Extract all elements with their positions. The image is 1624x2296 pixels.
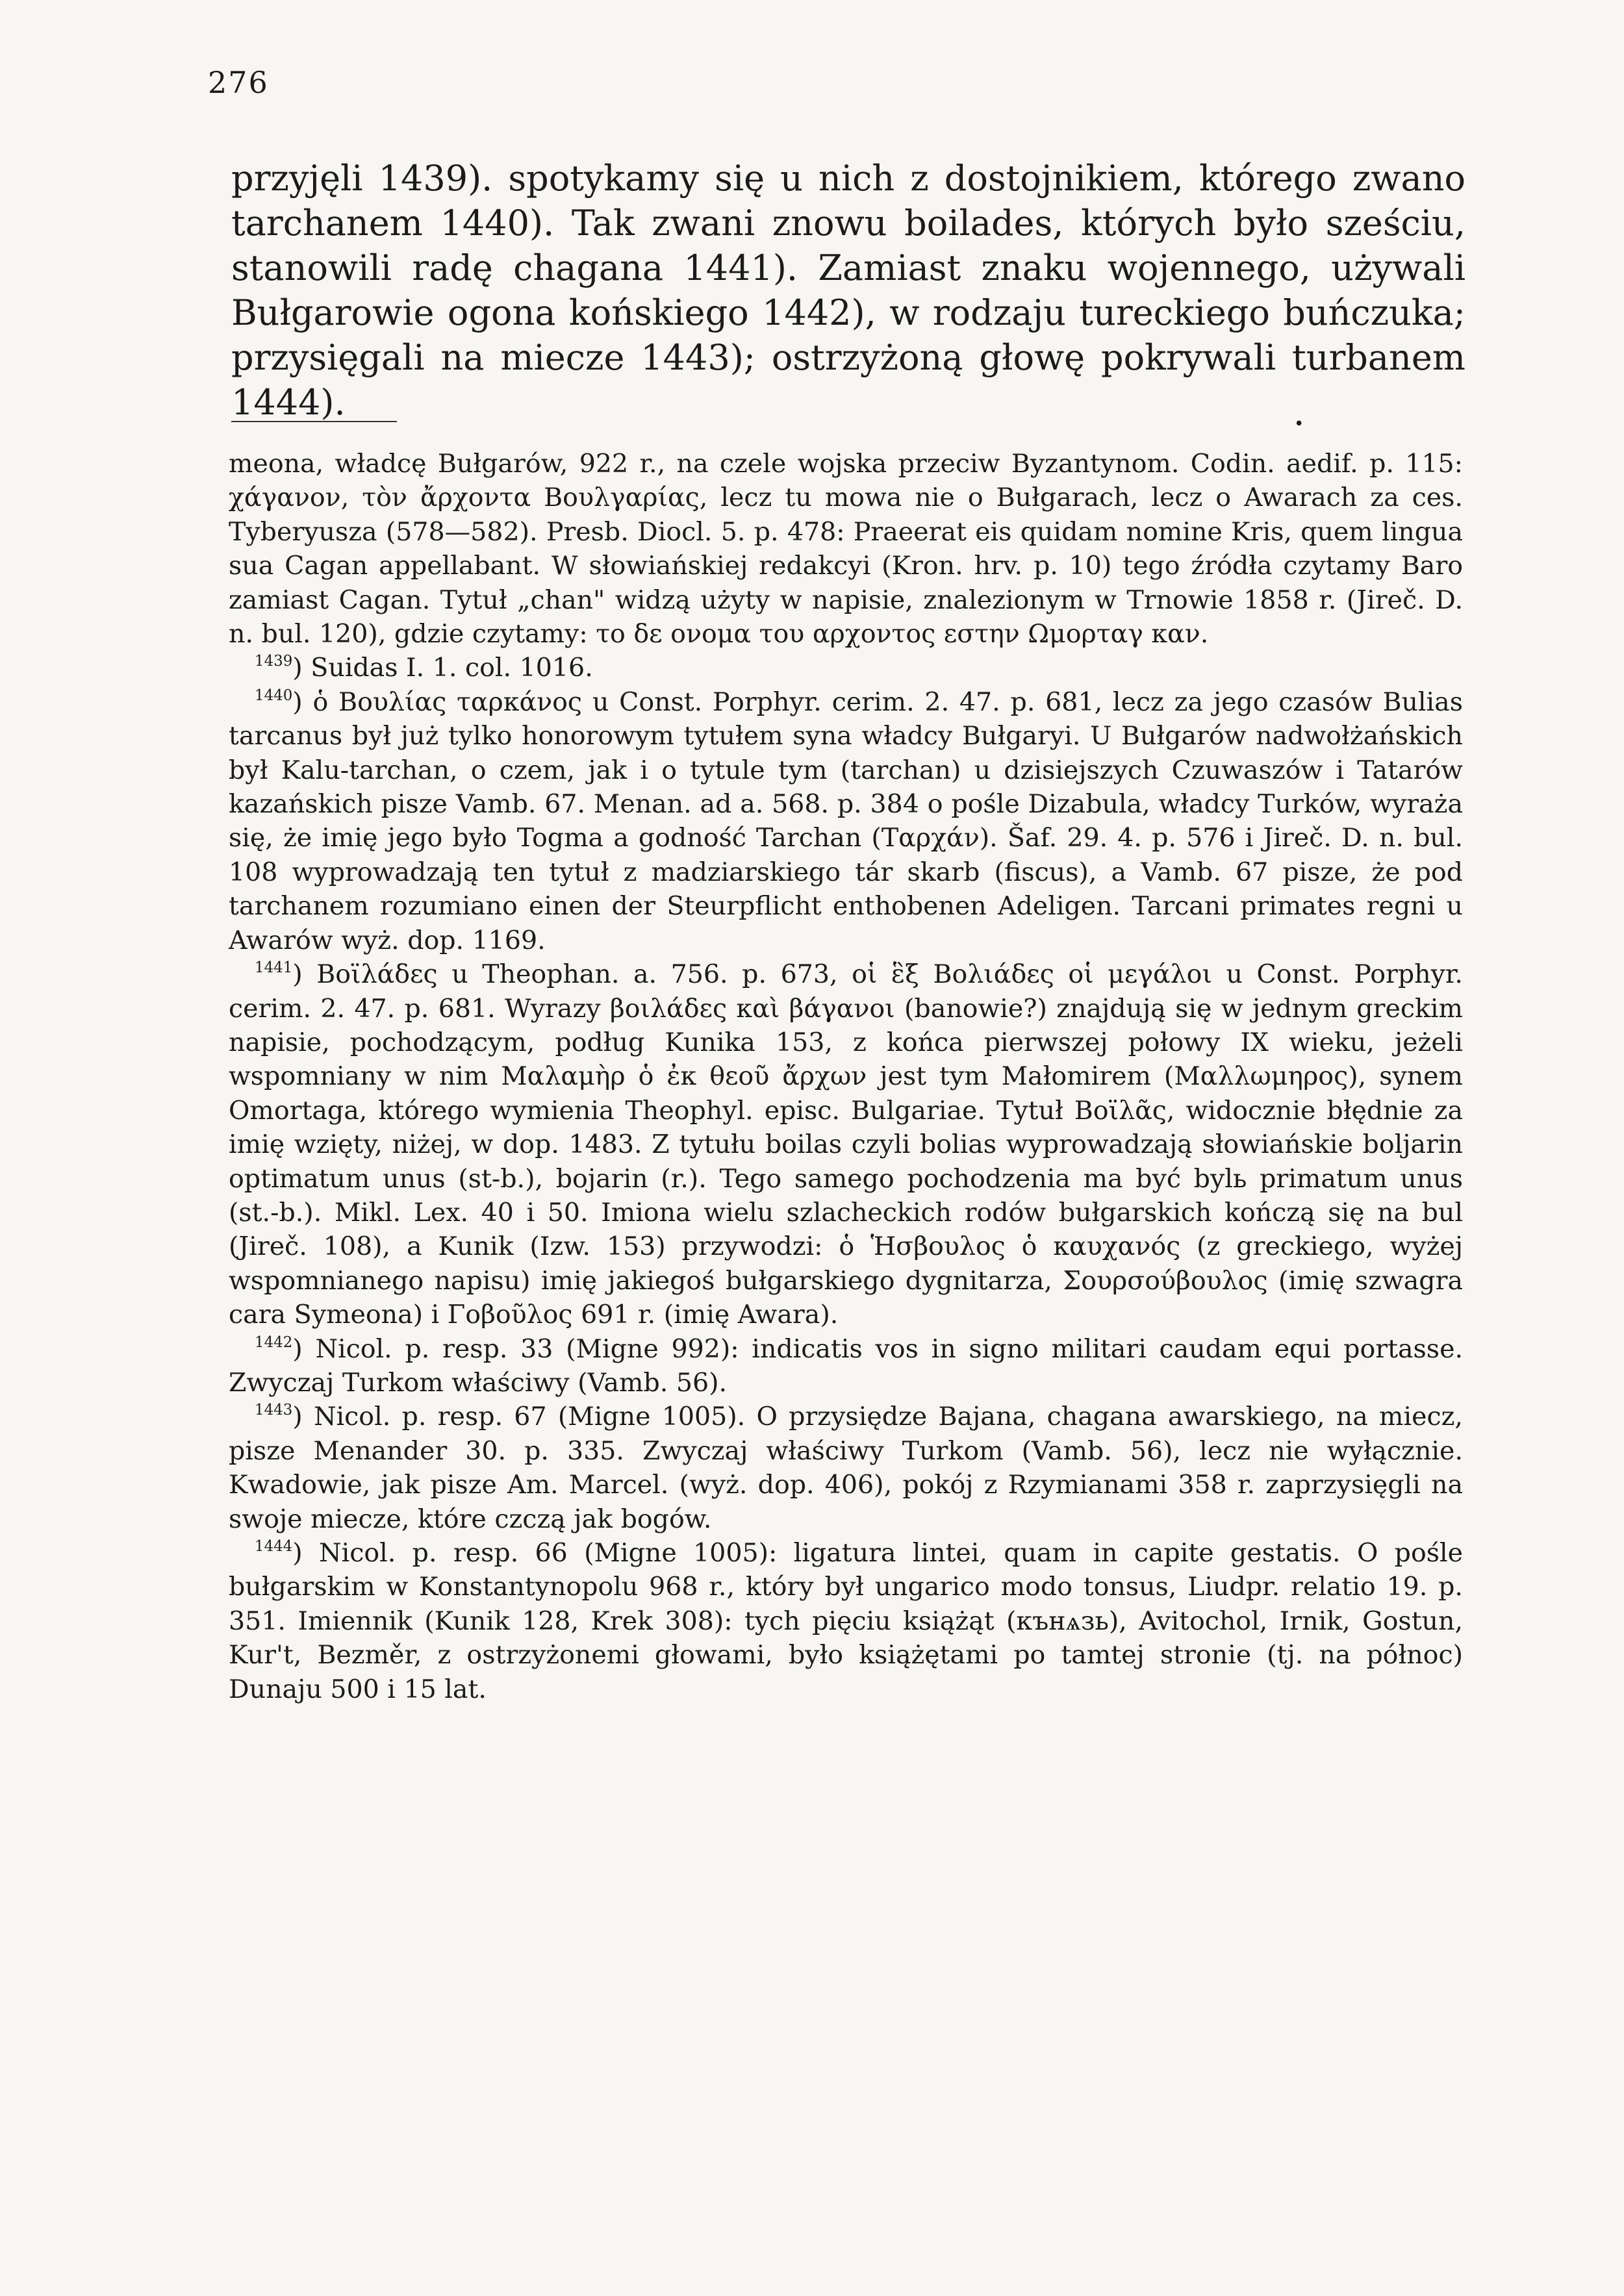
footnote-1439: $^{1439}$) Suidas I. 1. col. 1016. <box>255 653 593 683</box>
footnote-1441: $^{1441}$) Βοϊλάδες u Theophan. a. 756. p. 673, οἱ ἓξ Βολιάδες οἱ μεγάλοι u Const. Porphyr. cerim. 2. 47. p. 681. Wyrazy βοιλάδες καὶ βάγανοι (banowie?) znajdują się w jednym greckim napisie, pochodzącym, podług Kunika 153, z końca pierwszej połowy IX wieku, jeżeli wspomniany w nim Μαλαμὴρ ὁ ἐκ θεοῦ ἄρχων jest tym Małomirem (Μαλλωμηρος), synem Omortaga, którego wymienia Theophyl. episc. Bulgariae. Tytuł Βοϊλᾶς, widocznie błędnie za imię wzięty, niżej, w dop. 1483. Z tytułu boilas czyli bolias wyprowadzają słowiańskie boljarin optimatum unus (st-b.), bojarin (r.). Tego samego pochodzenia ma być bylь primatum unus (st.-b.). Mikl. Lex. 40 i 50. Imiona wielu szlacheckich rodów bułgarskich kończą się na bul (Jireč. 108), a Kunik (Izw. 153) przywodzi: ὁ Ἡσβουλος ὁ καυχανός (z greckiego, wyżej wspomnianego napisu) imię jakiegoś bułgarskiego dygnitarza, Σουρσούβουλος (imię szwagra cara Symeona) i Γοβοῦλος 691 r. (imię Awara). <box>229 959 1463 1330</box>
footnote-1444: $^{1444}$) Nicol. p. resp. 66 (Migne 1005): ligatura lintei, quam in capite gestatis. O pośle bułgarskim w Konstantynopolu 968 r., który był ungarico modo tonsus, Liudpr. relatio 19. p. 351. Imiennik (Kunik 128, Krek 308): tych pięciu książąt (кънѧзь), Avitochol, Irnik, Gostun, Kur't, Bezměr, z ostrzyżonemi głowami, było książętami po tamtej stronie (tj. na północ) Dunaju 500 i 15 lat. <box>229 1537 1464 1704</box>
footnote-1443: $^{1443}$) Nicol. p. resp. 67 (Migne 1005). O przysiędze Bajana, chagana awarskiego, na miecz, pisze Menander 30. p. 335. Zwyczaj właściwy Turkom (Vamb. 56), lecz nie wyłącznie. Kwadowie, jak pisze Am. Marcel. (wyż. dop. 406), pokój z Rzymianami 358 r. zaprzysięgli na swoje miecze, które czczą jak bogów. <box>229 1402 1463 1534</box>
footnote-text: ὁ Βουλίας ταρκάνος u Const. Porphyr. cerim. 2. 47. p. 681, lecz za jego czasów Bulias tarcanus był już tylko honorowym tytułem syna władcy Bułgaryi. U Bułgarów nadwołżańskich był Kalu-tarchan, o czem, jak i o tytule tym (tarchan) u dzisiejszych Czuwaszów i Tatarów kazańskich pisze Vamb. 67. Menan. ad a. 568. p. 384 o pośle Dizabula, władcy Turków, wyraża się, że imię jego było Togma a godność Tarchan (Ταρχάν). Šaf. 29. 4. p. 576 i Jireč. D. n. bul. 108 wyprowadzają ten tytuł z madziarskiego tár skarb (fiscus), a Vamb. 67 pisze, że pod tarchanem rozumiano einen der Steurpflicht enthobenen Adeligen. Tarcani primates regni u Awarów wyż. dop. 1169. <box>229 687 1464 955</box>
footnote-text: Nicol. p. resp. 67 (Migne 1005). O przysiędze Bajana, chagana awarskiego, na miecz, pisze Menander 30. p. 335. Zwyczaj właściwy Turkom (Vamb. 56), lecz nie wyłącznie. Kwadowie, jak pisze Am. Marcel. (wyż. dop. 406), pokój z Rzymianami 358 r. zaprzysięgli na swoje miecze, które czczą jak bogów. <box>229 1402 1463 1534</box>
footnote-divider <box>231 421 397 422</box>
footnote-text: Nicol. p. resp. 66 (Migne 1005): ligatura lintei, quam in capite gestatis. O pośle bułgarskim w Konstantynopolu 968 r., który był ungarico modo tonsus, Liudpr. relatio 19. p. 351. Imiennik (Kunik 128, Krek 308): tych pięciu książąt (кънѧзь), Avitochol, Irnik, Gostun, Kur't, Bezměr, z ostrzyżonemi głowami, było książętami po tamtej stronie (tj. na północ) Dunaju 500 i 15 lat. <box>229 1538 1464 1704</box>
footnote-marker: 1439 <box>255 653 293 670</box>
footnote-marker: 1442 <box>255 1333 293 1351</box>
footnote-continuation: meona, władcę Bułgarów, 922 r., na czele wojska przeciw Byzantynom. Codin. aedif. p. 115: χάγανον, τὸν ἄρχοντα Βουλγαρίας, lecz tu mowa nie o Bułgarach, lecz o Awarach za ces. Tyberyusza (578—582). Presb. Diocl. 5. p. 478: Praeerat eis quidam nomine Kris, quem lingua sua Cagan appellabant. W słowiańskiej redakcyi (Kron. hrv. p. 10) tego źródła czytamy Baro zamiast Cagan. Tytuł „chan" widzą użyty w napisie, znalezionym w Trnowie 1858 r. (Jireč. D. n. bul. 120), gdzie czytamy: το δε ονομα του αρχοντος εστην Ωμορταγ καν. <box>229 449 1463 650</box>
page-number: 276 <box>208 65 269 100</box>
footnote-text: Suidas I. 1. col. 1016. <box>311 653 593 683</box>
footnote-marker: 1444 <box>255 1537 293 1555</box>
main-text: przyjęli 1439). spotykamy się u nich z dostojnikiem, którego zwano tarchanem 1440). Tak zwani znowu boilades, których było sześciu, stanowili radę chagana 1441). Zamiast znaku wojennego, używali Bułgarowie ogona końskiego 1442), w rodzaju tureckiego buńczuka; przysięgali na miecze 1443); ostrzyżoną głowę pokrywali turbanem 1444). <box>231 158 1465 423</box>
footnotes <box>229 447 1463 1706</box>
footnote-text: Βοϊλάδες u Theophan. a. 756. p. 673, οἱ ἓξ Βολιάδες οἱ μεγάλοι u Const. Porphyr. cerim. 2. 47. p. 681. Wyrazy βοιλάδες καὶ βάγανοι (banowie?) znajdują się w jednym greckim napisie, pochodzącym, podług Kunika 153, z końca pierwszej połowy IX wieku, jeżeli wspomniany w nim Μαλαμὴρ ὁ ἐκ θεοῦ ἄρχων jest tym Małomirem (Μαλλωμηρος), synem Omortaga, którego wymienia Theophyl. episc. Bulgariae. Tytuł Βοϊλᾶς, widocznie błędnie za imię wzięty, niżej, w dop. 1483. Z tytułu boilas czyli bolias wyprowadzają słowiańskie boljarin optimatum unus (st-b.), bojarin (r.). Tego samego pochodzenia ma być bylь primatum unus (st.-b.). Mikl. Lex. 40 i 50. Imiona wielu szlacheckich rodów bułgarskich kończą się na bul (Jireč. 108), a Kunik (Izw. 153) przywodzi: ὁ Ἡσβουλος ὁ καυχανός (z greckiego, wyżej wspomnianego napisu) imię jakiegoś bułgarskiego dygnitarza, Σουρσούβουλος (imię szwagra cara Symeona) i Γοβοῦλος 691 r. (imię Awara). <box>229 959 1463 1330</box>
footnote-marker: 1440 <box>255 687 293 704</box>
footnote-1442: $^{1442}$) Nicol. p. resp. 33 (Migne 992): indicatis vos in signo militari caudam equi portasse. Zwyczaj Turkom właściwy (Vamb. 56). <box>229 1333 1463 1398</box>
footnote-text: Nicol. p. resp. 33 (Migne 992): indicatis vos in signo militari caudam equi portasse. Zwyczaj Turkom właściwy (Vamb. 56). <box>229 1333 1463 1398</box>
footnote-marker: 1443 <box>255 1402 293 1419</box>
margin-dot: • <box>1294 414 1304 434</box>
footnote-1440: $^{1440}$) ὁ Βουλίας ταρκάνος u Const. Porphyr. cerim. 2. 47. p. 681, lecz za jego czasów Bulias tarcanus był już tylko honorowym tytułem syna władcy Bułgaryi. U Bułgarów nadwołżańskich był Kalu-tarchan, o czem, jak i o tytule tym (tarchan) u dzisiejszych Czuwaszów i Tatarów kazańskich pisze Vamb. 67. Menan. ad a. 568. p. 384 o pośle Dizabula, władcy Turków, wyraża się, że imię jego było Togma a godność Tarchan (Ταρχάν). Šaf. 29. 4. p. 576 i Jireč. D. n. bul. 108 wyprowadzają ten tytuł z madziarskiego tár skarb (fiscus), a Vamb. 67 pisze, że pod tarchanem rozumiano einen der Steurpflicht enthobenen Adeligen. Tarcani primates regni u Awarów wyż. dop. 1169. <box>229 687 1464 955</box>
footnote-marker: 1441 <box>255 959 293 977</box>
